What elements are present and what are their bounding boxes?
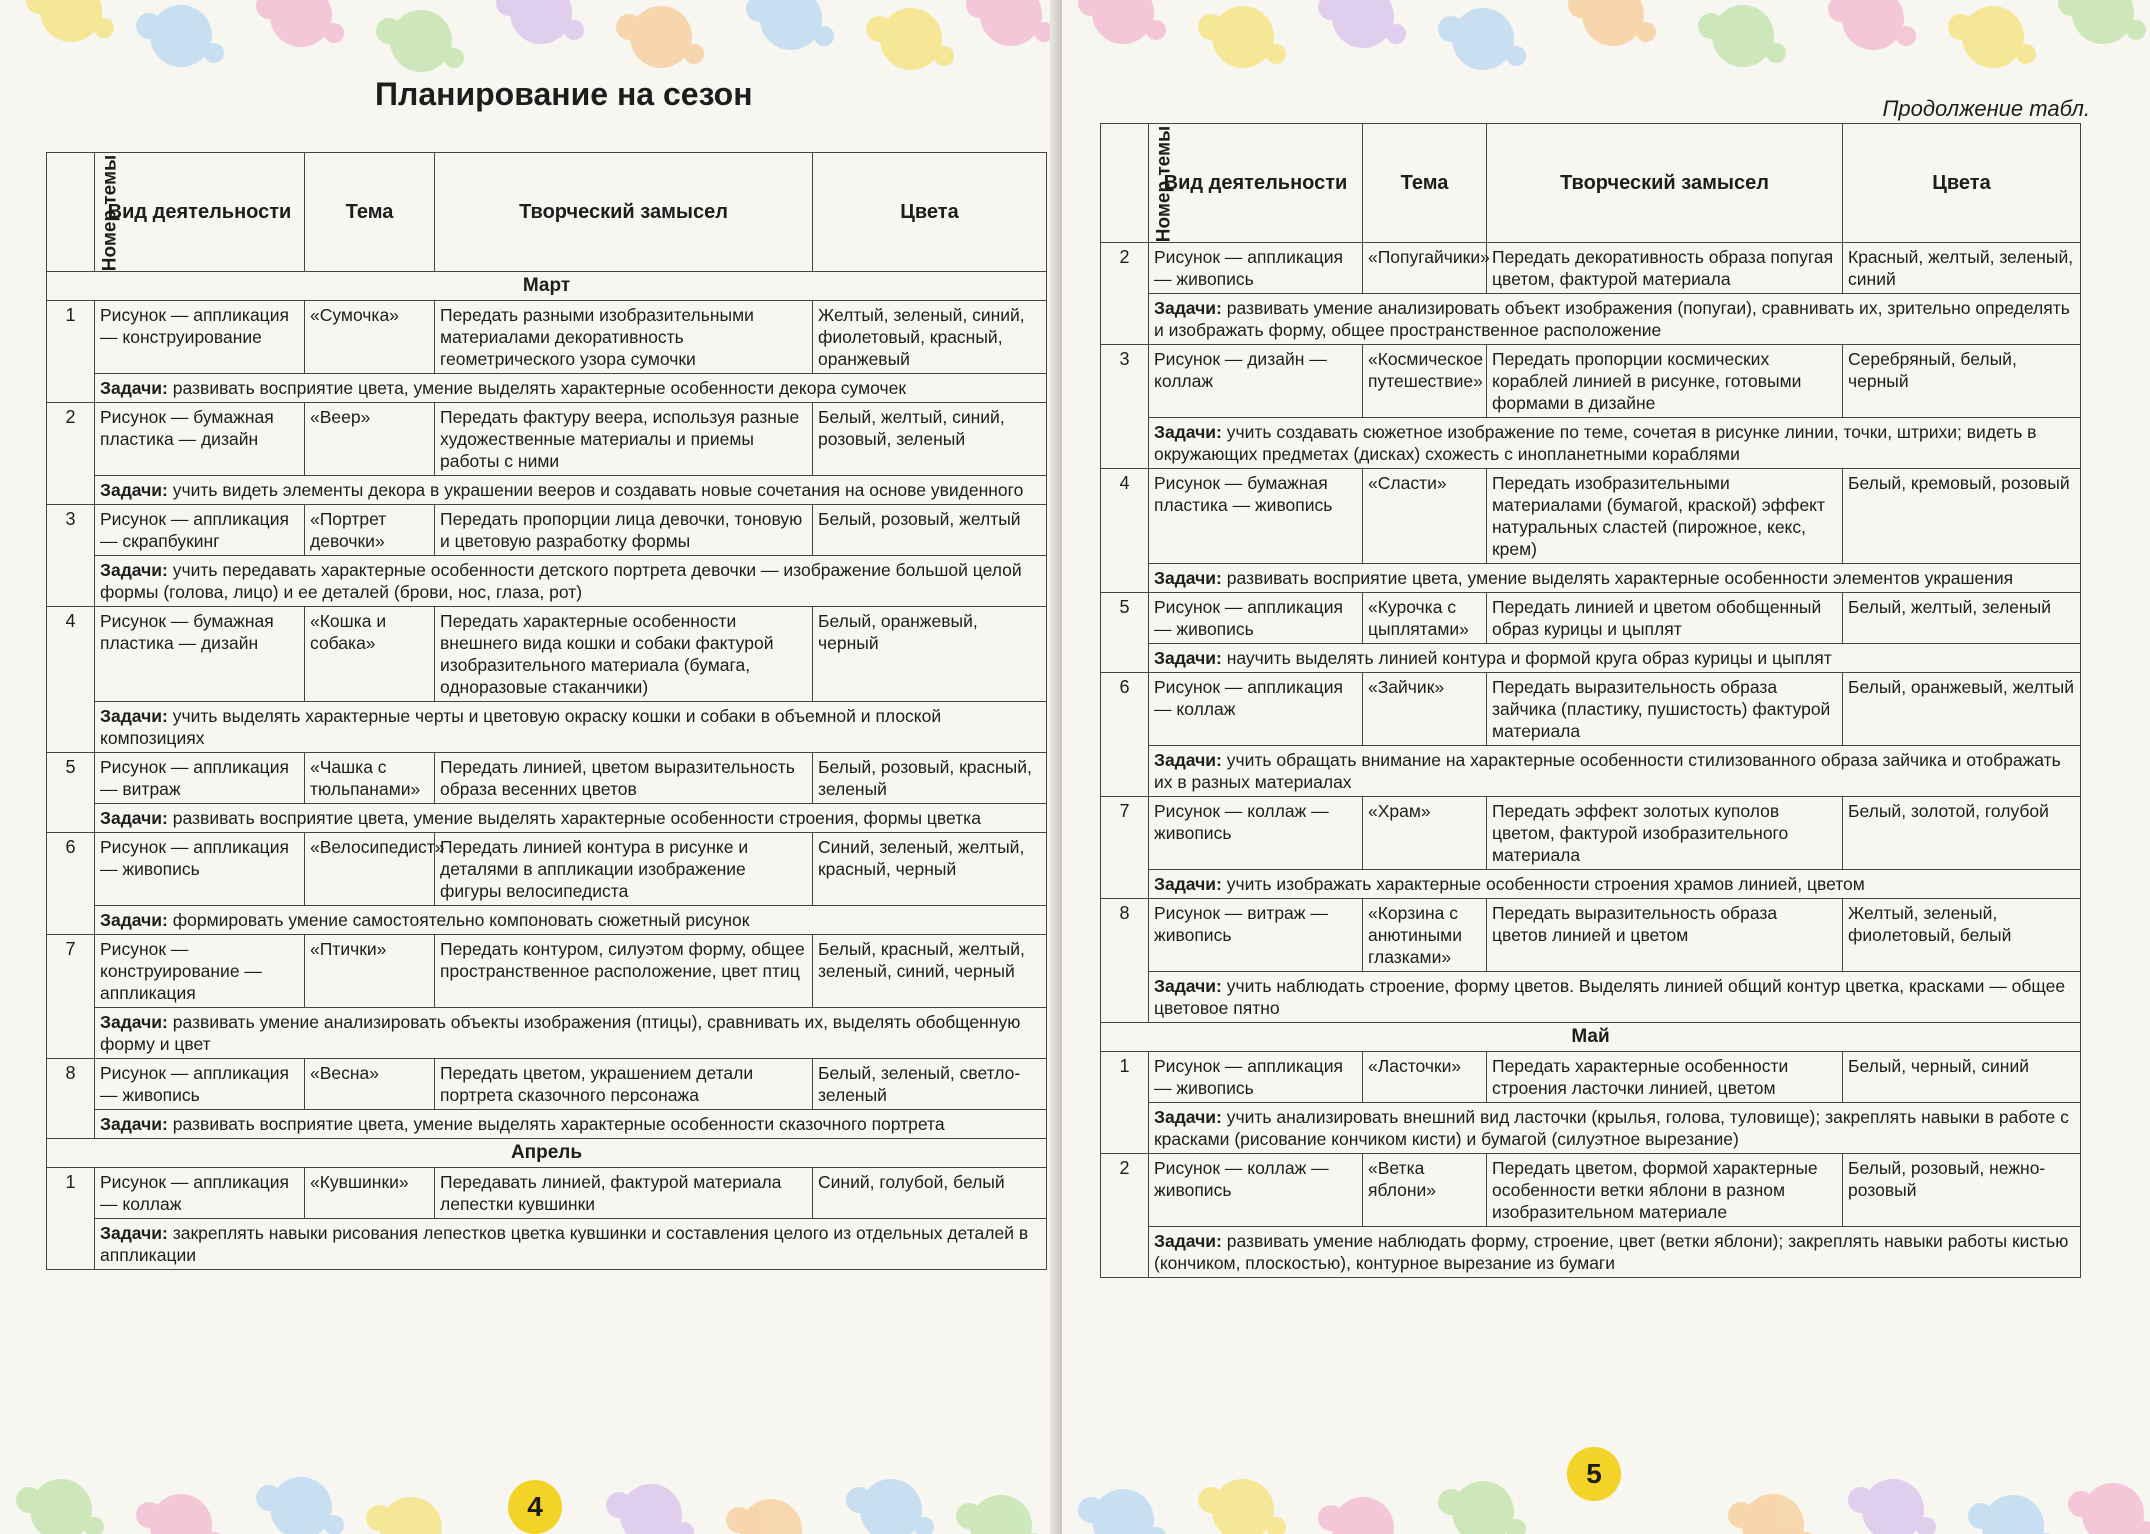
task-row [1101, 294, 2081, 345]
activity-cell: Рисунок — аппликация — живопись [95, 1059, 305, 1110]
top-decoration-right [1062, 0, 2150, 95]
task-cell [95, 556, 1047, 607]
header-num: Номер темы [1101, 124, 1149, 243]
theme-cell: «Курочка с цыплятами» [1363, 593, 1487, 644]
task-cell [1149, 1103, 2081, 1154]
theme-cell: «Кувшинки» [305, 1168, 435, 1219]
continuation-label: Продолжение табл. [1882, 96, 2090, 121]
colors-cell: Белый, розовый, красный, зеленый [813, 753, 1047, 804]
idea-cell: Передать разными изобразительными материалами декоративность геометрического узора сумочки [435, 301, 813, 374]
task-text: учить анализировать внешний вид ласточки (крылья, голова, туловище); закреплять навыки в работе с красками (рисование кончиком кисти) и бумагой (силуэтное вырезание) [1154, 1107, 2069, 1149]
activity-cell: Рисунок — аппликация — живопись [95, 833, 305, 906]
theme-cell: «Портрет девочки» [305, 505, 435, 556]
task-label: Задачи: [1154, 298, 1222, 318]
header-theme: Тема [305, 153, 435, 272]
task-row [47, 906, 1047, 935]
task-row [1101, 564, 2081, 593]
colors-cell: Белый, кремовый, розовый [1843, 469, 2081, 564]
topic-number: 1 [47, 1168, 95, 1270]
table-row [47, 1059, 1047, 1110]
topic-number: 8 [47, 1059, 95, 1139]
task-row [1101, 1227, 2081, 1278]
colors-cell: Серебряный, белый, черный [1843, 345, 2081, 418]
task-text: учить видеть элементы декора в украшении вееров и создавать новые сочетания на основе увиденного [172, 480, 1024, 500]
theme-cell: «Велосипедист» [305, 833, 435, 906]
colors-cell: Белый, желтый, синий, розовый, зеленый [813, 403, 1047, 476]
page-title: Планирование на сезон [375, 76, 753, 112]
theme-cell: «Кошка и собака» [305, 607, 435, 702]
activity-cell: Рисунок — аппликация — конструирование [95, 301, 305, 374]
theme-cell: «Чашка с тюльпанами» [305, 753, 435, 804]
topic-number: 3 [1101, 345, 1149, 469]
idea-cell: Передать линией контура в рисунке и деталями в аппликации изображение фигуры велосипедиста [435, 833, 813, 906]
colors-cell: Белый, зеленый, светло-зеленый [813, 1059, 1047, 1110]
topic-number: 5 [1101, 593, 1149, 673]
task-cell [95, 1110, 1047, 1139]
idea-cell: Передать линией и цветом обобщенный образ курицы и цыплят [1487, 593, 1843, 644]
task-text: развивать умение анализировать объект изображения (попугаи), сравнивать их, зрительно определять и изображать форму, общее пространственное расположение [1154, 298, 2070, 340]
topic-number: 3 [47, 505, 95, 607]
table-row [1101, 673, 2081, 746]
activity-cell: Рисунок — аппликация — живопись [1149, 593, 1363, 644]
task-label: Задачи: [100, 378, 168, 398]
task-text: закреплять навыки рисования лепестков цветка кувшинки и составления целого из отдельных деталей в аппликации [100, 1223, 1029, 1265]
idea-cell: Передать линией, цветом выразительность образа весенних цветов [435, 753, 813, 804]
task-text: учить выделять характерные черты и цветовую окраску кошки и собаки в объемной и плоской композициях [100, 706, 942, 748]
task-label: Задачи: [100, 1012, 168, 1032]
table-row [47, 1168, 1047, 1219]
task-text: развивать восприятие цвета, умение выделять характерные особенности декора сумочек [172, 378, 906, 398]
task-text: развивать восприятие цвета, умение выделять характерные особенности сказочного портрета [172, 1114, 945, 1134]
topic-number: 1 [1101, 1052, 1149, 1154]
header-theme: Тема [1363, 124, 1487, 243]
task-row [47, 804, 1047, 833]
colors-cell: Желтый, зеленый, фиолетовый, белый [1843, 899, 2081, 972]
topic-number: 2 [1101, 1154, 1149, 1278]
task-label: Задачи: [1154, 1231, 1222, 1251]
task-label: Задачи: [100, 910, 168, 930]
table-row [47, 403, 1047, 476]
task-label: Задачи: [100, 1223, 168, 1243]
task-label: Задачи: [100, 706, 168, 726]
table-row [47, 607, 1047, 702]
task-text: формировать умение самостоятельно компоновать сюжетный рисунок [172, 910, 750, 930]
task-label: Задачи: [1154, 648, 1222, 668]
idea-cell: Передать характерные особенности строения ласточки линией, цветом [1487, 1052, 1843, 1103]
activity-cell: Рисунок — бумажная пластика — живопись [1149, 469, 1363, 564]
table-row [47, 935, 1047, 1008]
task-text: учить обращать внимание на характерные особенности стилизованного образа зайчика и отображать их в разных материалах [1154, 750, 2061, 792]
idea-cell: Передать характерные особенности внешнего вида кошки и собаки фактурой изобразительного материала (бумага, одноразовые стаканчики) [435, 607, 813, 702]
idea-cell: Передать декоративность образа попугая цветом, фактурой материала [1487, 243, 1843, 294]
task-label: Задачи: [100, 560, 168, 580]
month-header: Май [1101, 1023, 2081, 1052]
task-cell [1149, 564, 2081, 593]
idea-cell: Передать пропорции космических кораблей линией в рисунке, готовыми формами в дизайне [1487, 345, 1843, 418]
task-row [1101, 972, 2081, 1023]
task-row [1101, 1103, 2081, 1154]
colors-cell: Белый, оранжевый, черный [813, 607, 1047, 702]
task-row [47, 1219, 1047, 1270]
colors-cell: Желтый, зеленый, синий, фиолетовый, красный, оранжевый [813, 301, 1047, 374]
activity-cell: Рисунок — коллаж — живопись [1149, 1154, 1363, 1227]
plan-table-left [46, 152, 1047, 1270]
task-row [47, 1110, 1047, 1139]
task-label: Задачи: [100, 808, 168, 828]
colors-cell: Синий, зеленый, желтый, красный, черный [813, 833, 1047, 906]
task-cell [95, 374, 1047, 403]
task-label: Задачи: [1154, 568, 1222, 588]
header-colors: Цвета [813, 153, 1047, 272]
task-cell [95, 702, 1047, 753]
left-page [0, 0, 1060, 1534]
task-row [47, 476, 1047, 505]
task-label: Задачи: [1154, 750, 1222, 770]
task-row [1101, 870, 2081, 899]
task-text: учить наблюдать строение, форму цветов. Выделять линией общий контур цветка, красками — общее цветовое пятно [1154, 976, 2066, 1018]
task-cell [95, 804, 1047, 833]
colors-cell: Белый, желтый, зеленый [1843, 593, 2081, 644]
header-idea: Творческий замысел [1487, 124, 1843, 243]
task-text: учить передавать характерные особенности детского портрета девочки — изображение большой целой формы (голова, лицо) и ее деталей (брови, нос, глаза, рот) [100, 560, 1022, 602]
topic-number: 2 [1101, 243, 1149, 345]
task-row [1101, 644, 2081, 673]
topic-number: 2 [47, 403, 95, 505]
activity-cell: Рисунок — витраж — живопись [1149, 899, 1363, 972]
table-row [1101, 797, 2081, 870]
topic-number: 6 [47, 833, 95, 935]
task-cell [1149, 972, 2081, 1023]
table-row [47, 833, 1047, 906]
idea-cell: Передать пропорции лица девочки, тоновую и цветовую разработку формы [435, 505, 813, 556]
theme-cell: «Зайчик» [1363, 673, 1487, 746]
task-text: развивать восприятие цвета, умение выделять характерные особенности строения, формы цветка [172, 808, 981, 828]
idea-cell: Передать цветом, формой характерные особенности ветки яблони в разном изобразительном материале [1487, 1154, 1843, 1227]
colors-cell: Красный, желтый, зеленый, синий [1843, 243, 2081, 294]
table-row [1101, 469, 2081, 564]
task-row [47, 1008, 1047, 1059]
activity-cell: Рисунок — конструирование — аппликация [95, 935, 305, 1008]
task-label: Задачи: [1154, 422, 1222, 442]
task-cell [1149, 746, 2081, 797]
table-row [47, 301, 1047, 374]
topic-number: 4 [1101, 469, 1149, 593]
task-label: Задачи: [1154, 976, 1222, 996]
colors-cell: Белый, красный, желтый, зеленый, синий, черный [813, 935, 1047, 1008]
colors-cell: Белый, оранжевый, желтый [1843, 673, 2081, 746]
topic-number: 1 [47, 301, 95, 403]
table-row [1101, 243, 2081, 294]
theme-cell: «Сласти» [1363, 469, 1487, 564]
task-label: Задачи: [1154, 874, 1222, 894]
theme-cell: «Храм» [1363, 797, 1487, 870]
task-text: развивать умение анализировать объекты изображения (птицы), сравнивать их, выделять обобщенную форму и цвет [100, 1012, 1021, 1054]
activity-cell: Рисунок — бумажная пластика — дизайн [95, 607, 305, 702]
idea-cell: Передать выразительность образа зайчика (пластику, пушистость) фактурой материала [1487, 673, 1843, 746]
task-text: развивать умение наблюдать форму, строение, цвет (ветки яблони); закреплять навыки работы кистью (кончиком, плоскостью), контурное вырезание из бумаги [1154, 1231, 2069, 1273]
table-row [1101, 345, 2081, 418]
theme-cell: «Корзина с анютиными глазками» [1363, 899, 1487, 972]
topic-number: 4 [47, 607, 95, 753]
activity-cell: Рисунок — аппликация — живопись [1149, 1052, 1363, 1103]
table-row [47, 753, 1047, 804]
idea-cell: Передать выразительность образа цветов линией и цветом [1487, 899, 1843, 972]
month-row [1101, 1023, 2081, 1052]
theme-cell: «Веер» [305, 403, 435, 476]
task-cell [1149, 1227, 2081, 1278]
idea-cell: Передать фактуру веера, используя разные художественные материалы и приемы работы с ними [435, 403, 813, 476]
theme-cell: «Весна» [305, 1059, 435, 1110]
task-text: учить изображать характерные особенности строения храмов линией, цветом [1226, 874, 1865, 894]
task-cell [1149, 870, 2081, 899]
colors-cell: Синий, голубой, белый [813, 1168, 1047, 1219]
theme-cell: «Птички» [305, 935, 435, 1008]
task-label: Задачи: [1154, 1107, 1222, 1127]
task-row [47, 374, 1047, 403]
task-row [47, 556, 1047, 607]
header-idea: Творческий замысел [435, 153, 813, 272]
activity-cell: Рисунок — аппликация — коллаж [95, 1168, 305, 1219]
plan-table-right [1100, 123, 2081, 1278]
task-text: развивать восприятие цвета, умение выделять характерные особенности элементов украшения [1226, 568, 2014, 588]
table-row [1101, 593, 2081, 644]
theme-cell: «Сумочка» [305, 301, 435, 374]
idea-cell: Передавать линией, фактурой материала лепестки кувшинки [435, 1168, 813, 1219]
table-row [1101, 899, 2081, 972]
activity-cell: Рисунок — аппликация — витраж [95, 753, 305, 804]
idea-cell: Передать эффект золотых куполов цветом, фактурой изобразительного материала [1487, 797, 1843, 870]
colors-cell: Белый, розовый, желтый [813, 505, 1047, 556]
topic-number: 5 [47, 753, 95, 833]
header-colors: Цвета [1843, 124, 2081, 243]
theme-cell: «Попугайчики» [1363, 243, 1487, 294]
activity-cell: Рисунок — бумажная пластика — дизайн [95, 403, 305, 476]
month-row [47, 1139, 1047, 1168]
table-row [1101, 1052, 2081, 1103]
task-row [1101, 418, 2081, 469]
table-row [1101, 1154, 2081, 1227]
header-activity: Вид деятельности [95, 153, 305, 272]
task-cell [1149, 294, 2081, 345]
activity-cell: Рисунок — аппликация — коллаж [1149, 673, 1363, 746]
task-label: Задачи: [100, 480, 168, 500]
task-cell [1149, 418, 2081, 469]
task-text: учить создавать сюжетное изображение по теме, сочетая в рисунке линии, точки, штрихи; видеть в окружающих предметах (дисках) схожесть с инопланетными кораблями [1154, 422, 2037, 464]
header-activity: Вид деятельности [1149, 124, 1363, 243]
header-num: Номер темы [47, 153, 95, 272]
page-number: 4 [508, 1480, 562, 1534]
theme-cell: «Ласточки» [1363, 1052, 1487, 1103]
idea-cell: Передать изобразительными материалами (бумагой, краской) эффект натуральных сластей (пирожное, кекс, крем) [1487, 469, 1843, 564]
activity-cell: Рисунок — аппликация — скрапбукинг [95, 505, 305, 556]
task-text: научить выделять линией контура и формой круга образ курицы и цыплят [1226, 648, 1832, 668]
month-header: Март [47, 272, 1047, 301]
task-cell [95, 906, 1047, 935]
table-header [1101, 124, 2081, 243]
idea-cell: Передать контуром, силуэтом форму, общее пространственное расположение, цвет птиц [435, 935, 813, 1008]
task-cell [95, 1008, 1047, 1059]
task-cell [1149, 644, 2081, 673]
topic-number: 7 [1101, 797, 1149, 899]
table-header [47, 153, 1047, 272]
activity-cell: Рисунок — коллаж — живопись [1149, 797, 1363, 870]
table-row [47, 505, 1047, 556]
theme-cell: «Ветка яблони» [1363, 1154, 1487, 1227]
topic-number: 6 [1101, 673, 1149, 797]
task-cell [95, 1219, 1047, 1270]
month-header: Апрель [47, 1139, 1047, 1168]
idea-cell: Передать цветом, украшением детали портрета сказочного персонажа [435, 1059, 813, 1110]
month-row [47, 272, 1047, 301]
task-row [1101, 746, 2081, 797]
activity-cell: Рисунок — аппликация — живопись [1149, 243, 1363, 294]
colors-cell: Белый, черный, синий [1843, 1052, 2081, 1103]
topic-number: 8 [1101, 899, 1149, 1023]
colors-cell: Белый, золотой, голубой [1843, 797, 2081, 870]
activity-cell: Рисунок — дизайн — коллаж [1149, 345, 1363, 418]
task-label: Задачи: [100, 1114, 168, 1134]
task-cell [95, 476, 1047, 505]
topic-number: 7 [47, 935, 95, 1059]
page-number: 5 [1567, 1447, 1621, 1501]
colors-cell: Белый, розовый, нежно-розовый [1843, 1154, 2081, 1227]
task-row [47, 702, 1047, 753]
theme-cell: «Космическое путешествие» [1363, 345, 1487, 418]
